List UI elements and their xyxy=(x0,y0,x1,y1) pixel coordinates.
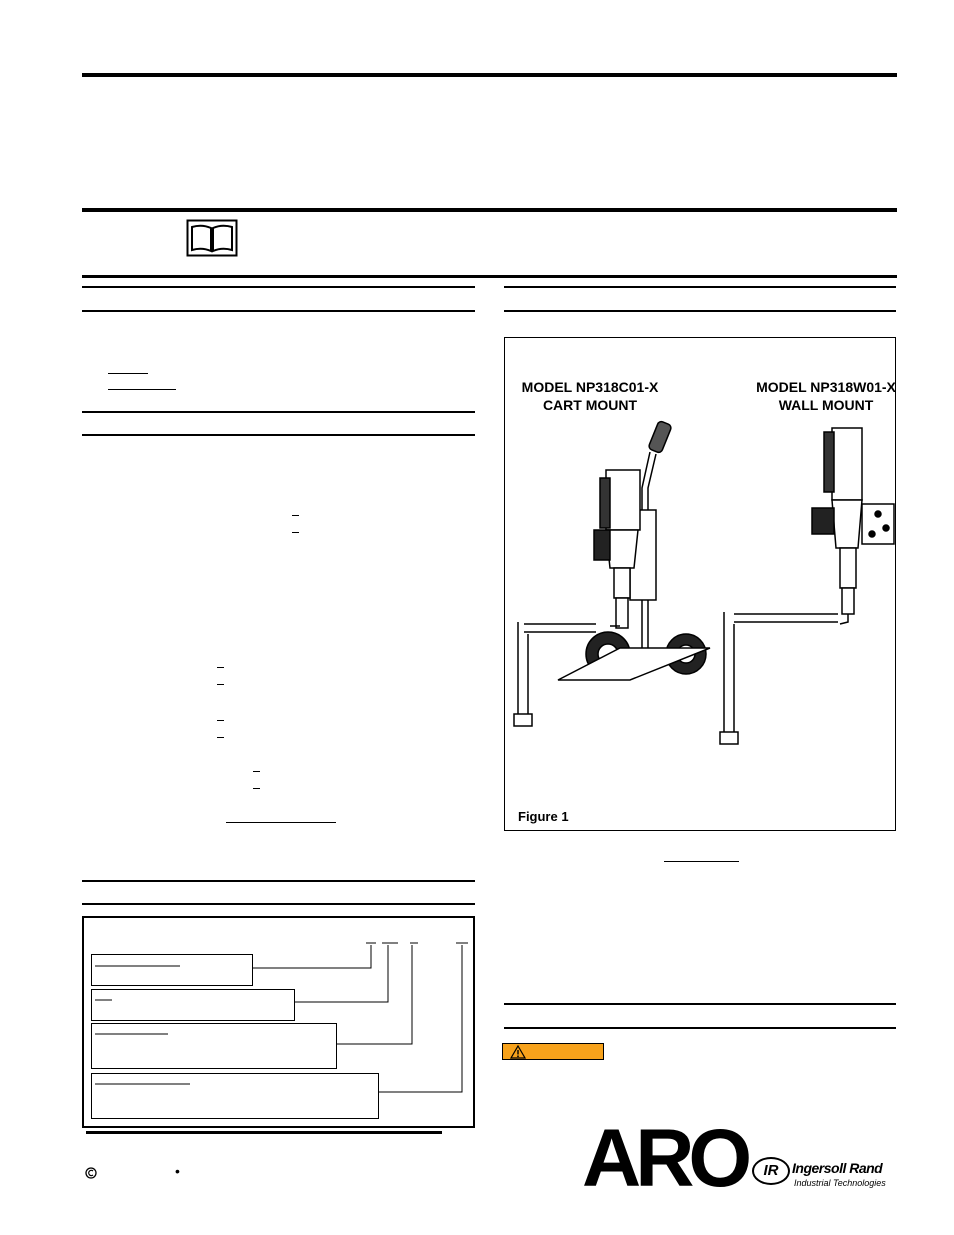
warning-icon xyxy=(510,1045,526,1059)
read-manual-icon xyxy=(186,219,238,257)
link-underline xyxy=(108,373,148,374)
section-rule xyxy=(82,411,475,413)
left-model-title: MODEL NP318C01-X xyxy=(521,379,659,395)
spec-mark xyxy=(292,515,299,516)
spec-mark xyxy=(217,667,224,668)
section-rule xyxy=(82,434,475,436)
partner-division: Industrial Technologies xyxy=(794,1178,886,1188)
section-rule xyxy=(504,1003,896,1005)
section-rule xyxy=(504,310,896,312)
section-rule xyxy=(504,286,896,288)
spec-mark xyxy=(253,771,260,772)
cart-mount-pump-illustration xyxy=(510,418,722,748)
figure-caption: Figure 1 xyxy=(518,809,569,824)
spec-mark xyxy=(253,788,260,789)
right-mount-title: WALL MOUNT xyxy=(778,397,874,413)
warning-label xyxy=(502,1043,604,1060)
code-connector-lines xyxy=(82,916,475,1128)
footer-bullet: • xyxy=(175,1163,180,1179)
header-bottom-rule xyxy=(82,275,897,278)
ir-mark: IR xyxy=(752,1157,790,1185)
ingersoll-rand-logo xyxy=(752,1157,886,1191)
aro-logo: ARO xyxy=(582,1113,747,1204)
section-rule xyxy=(82,286,475,288)
spec-mark xyxy=(217,720,224,721)
spec-mark xyxy=(217,737,224,738)
link-underline xyxy=(108,389,176,390)
section-rule xyxy=(82,903,475,905)
link-underline xyxy=(664,861,739,862)
section-rule xyxy=(82,310,475,312)
partner-name: Ingersoll Rand xyxy=(792,1160,883,1176)
section-rule xyxy=(504,1027,896,1029)
right-model-title: MODEL NP318W01-X xyxy=(756,379,896,395)
spec-mark xyxy=(217,684,224,685)
link-underline xyxy=(226,822,336,823)
top-rule xyxy=(82,73,897,77)
wall-mount-pump-illustration xyxy=(712,418,896,748)
mid-rule xyxy=(82,208,897,212)
footer-rule xyxy=(86,1131,442,1134)
copyright-icon xyxy=(85,1167,97,1179)
left-mount-title: CART MOUNT xyxy=(542,397,638,413)
section-rule xyxy=(82,880,475,882)
spec-mark xyxy=(292,532,299,533)
